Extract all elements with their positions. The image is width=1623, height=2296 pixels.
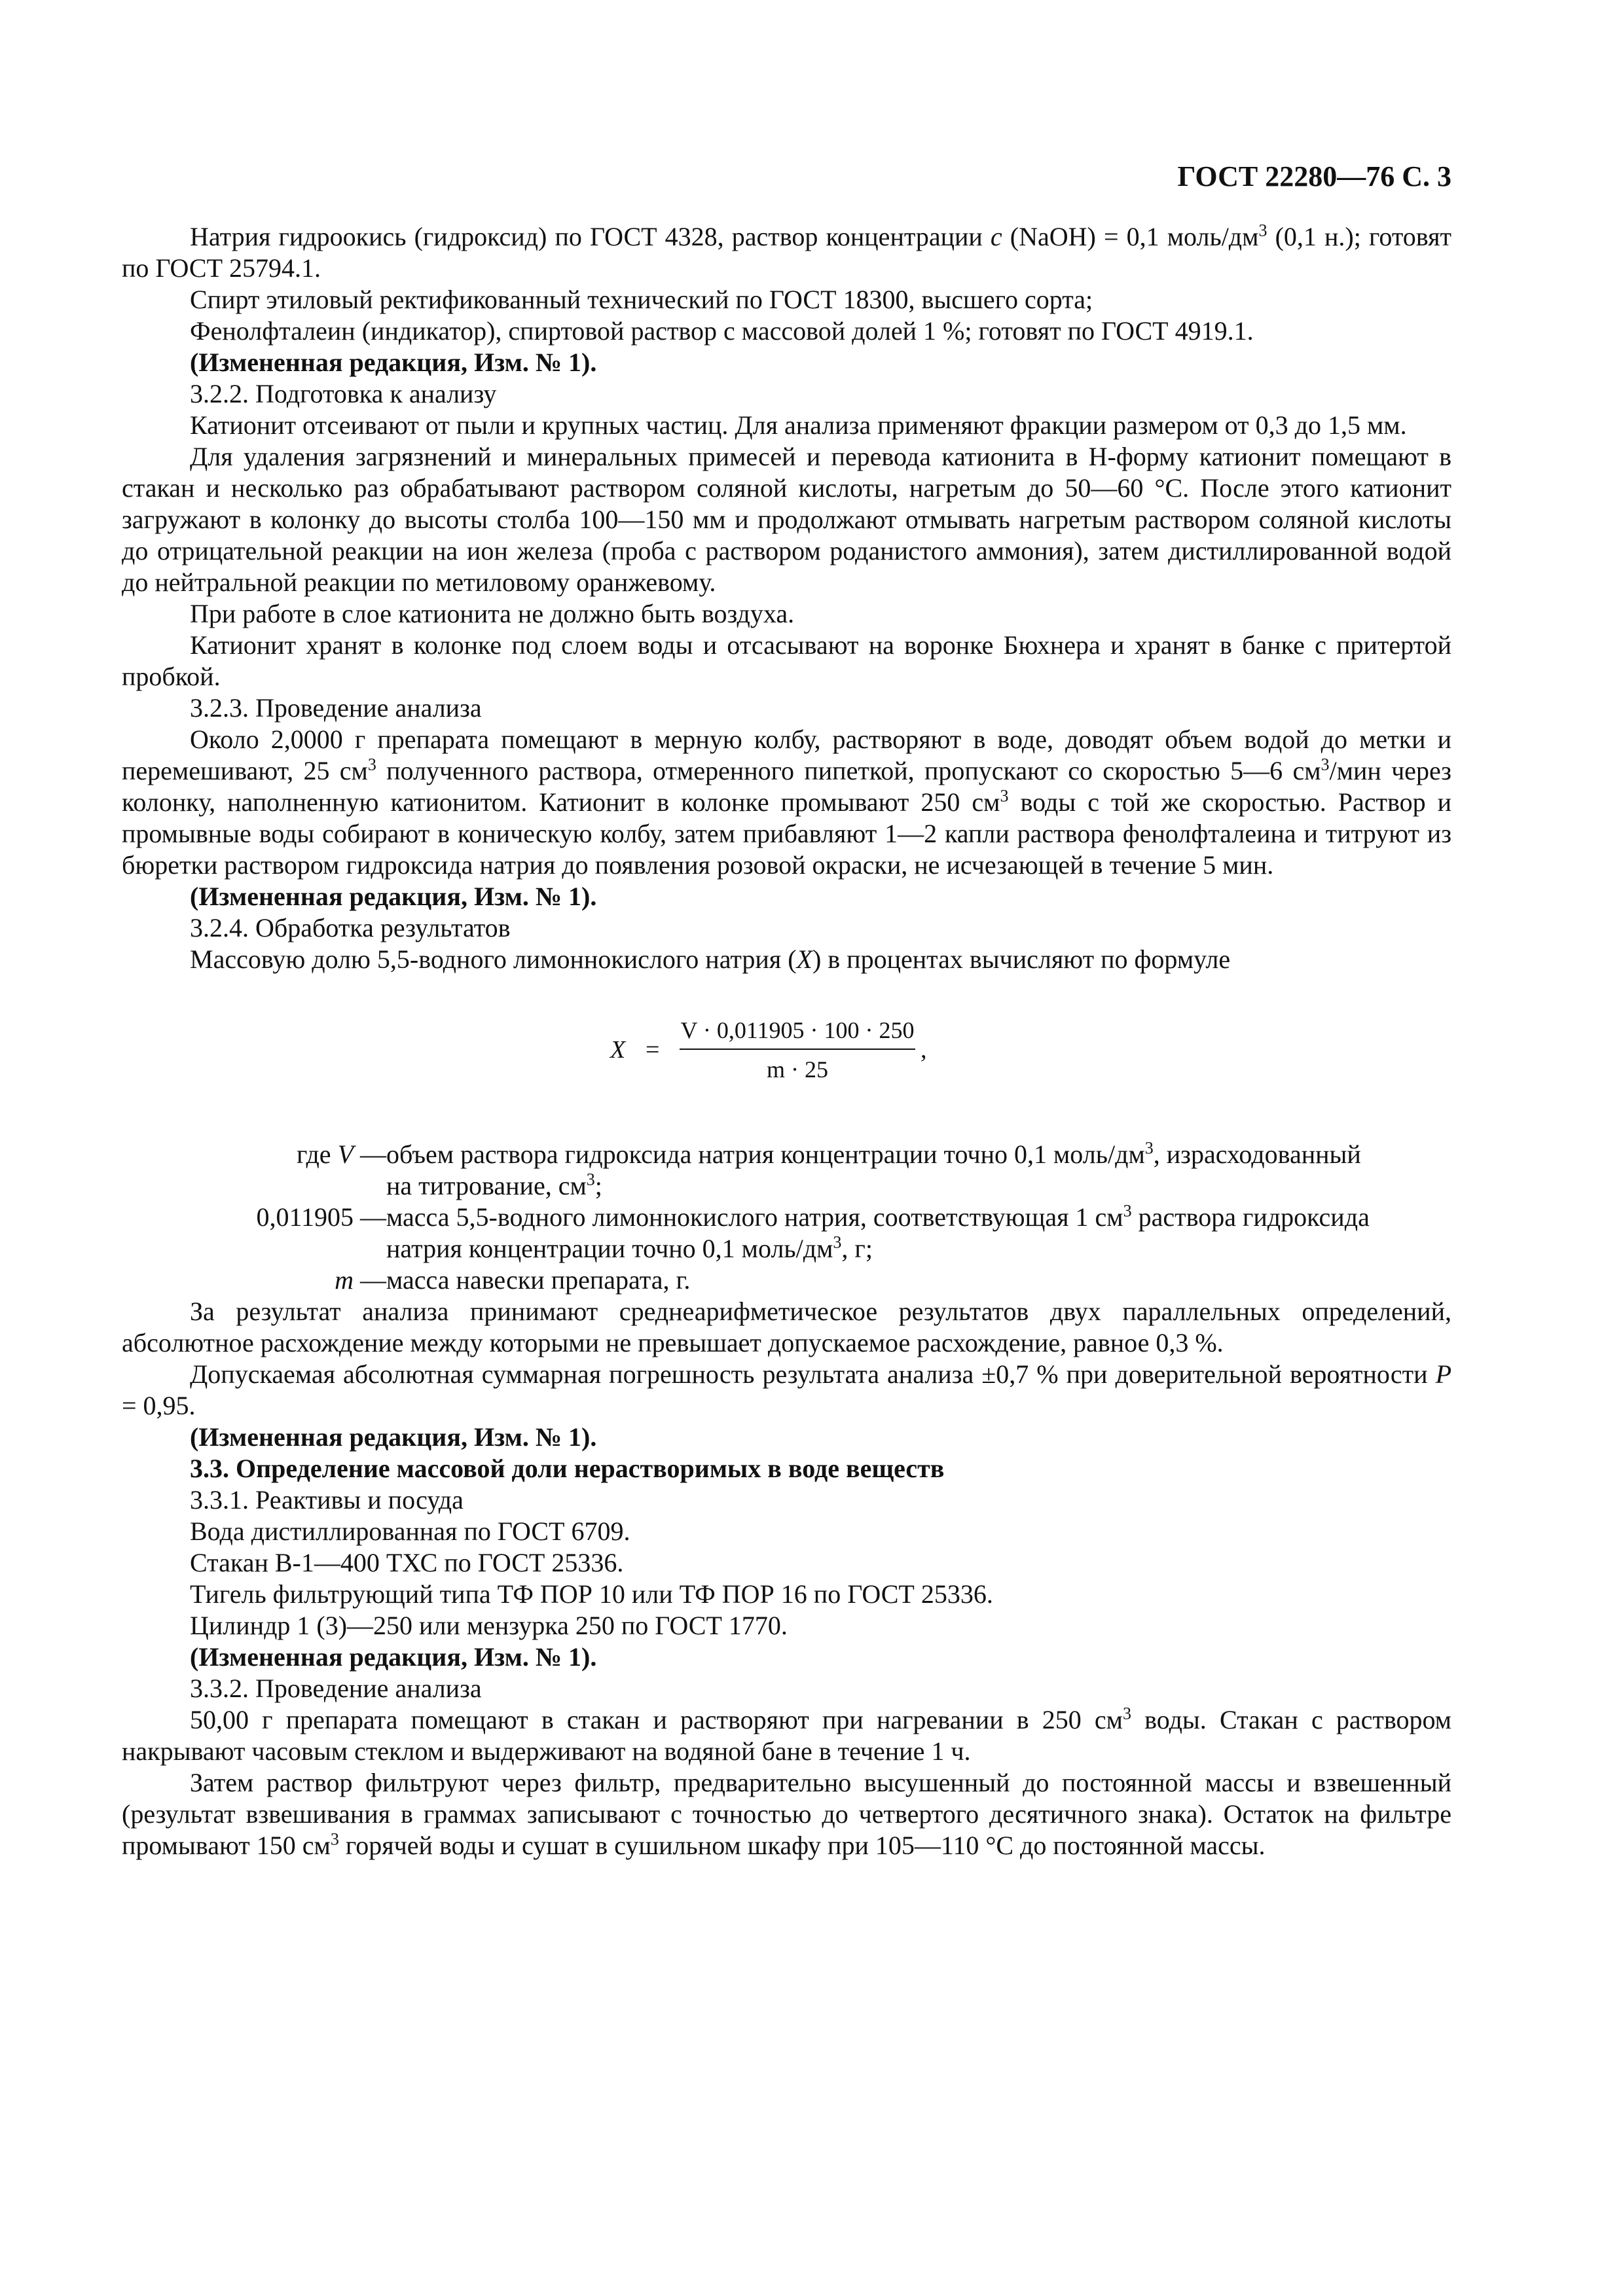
amendment-note: (Измененная редакция, Изм. № 1). xyxy=(190,1422,597,1452)
section-heading-3-3-1: 3.3.1. Реактивы и посуда xyxy=(190,1485,464,1515)
reagent-item: Тигель фильтрующий типа ТФ ПОР 10 или ТФ ПОР 16 по ГОСТ 25336. xyxy=(190,1579,993,1609)
definition-constant: 0,011905 — масса 5,5-водного лимоннокислого натрия, соответствующая 1 $см^3$ раствора гидроксида натрия концентрации точно 0,1 моль/$дм^3$, г; xyxy=(256,1201,1370,1263)
paragraph-dissolve: 50,00 г препарата помещают в стакан и растворяют при нагревании в 250 $см^3$ воды. Стакан с раствором накрывают часовым стеклом и выдерживают на водяной бане в течение 1 ч. xyxy=(122,1704,1451,1766)
paragraph-formula-intro: Массовую долю 5,5-водного лимоннокислого натрия (X) в процентах вычисляют по формуле xyxy=(190,944,1231,974)
section-heading-3-3-2: 3.3.2. Проведение анализа xyxy=(190,1674,482,1703)
paragraph-no-air: При работе в слое катионита не должно быть воздуха. xyxy=(190,599,795,628)
mass-fraction-formula xyxy=(122,995,1451,1132)
fraction-bar xyxy=(680,1049,915,1050)
formula-denominator: m · 25 xyxy=(767,1056,828,1083)
section-heading-3-2-2: 3.2.2. Подготовка к анализу xyxy=(190,379,497,408)
definition-m: m — масса навески препарата, г. xyxy=(335,1265,691,1295)
paragraph-sieving: Катионит отсеивают от пыли и крупных частиц. Для анализа применяют фракции размером от 0,3 до 1,5 мм. xyxy=(190,410,1407,440)
paragraph-phenolphthalein: Фенолфталеин (индикатор), спиртовой раствор с массовой долей 1 %; готовят по ГОСТ 4919.1. xyxy=(190,316,1254,346)
paragraph-spirit: Спирт этиловый ректификованный технический по ГОСТ 18300, высшего сорта; xyxy=(190,285,1093,314)
section-heading-3-3: 3.3. Определение массовой доли нерастворимых в воде веществ xyxy=(190,1454,945,1483)
paragraph-error: Допускаемая абсолютная суммарная погрешность результата анализа ±0,7 % при доверительной вероятности P = 0,95. xyxy=(122,1359,1451,1420)
amendment-note: (Измененная редакция, Изм. № 1). xyxy=(190,1642,597,1672)
formula-comma: , xyxy=(921,1036,927,1064)
paragraph-filter: Затем раствор фильтруют через фильтр, предварительно высушенный до постоянной массы и взвешенный (результат взвешивания в граммах записывают с точностью до четвертого десятичного знака). Остаток на фильтре промывают 150 $см^3$ горячей воды и сушат в сушильном шкафу при 105—110 °С до постоянной массы. xyxy=(122,1768,1451,1860)
document-body xyxy=(122,221,1451,1861)
paragraph-naoh: Натрия гидроокись (гидроксид) по ГОСТ 4328, раствор концентрации c (NaOH) = 0,1 моль/$дм^3$ (0,1 н.); готовят по ГОСТ 25794.1. xyxy=(122,221,1452,283)
reagent-item: Вода дистиллированная по ГОСТ 6709. xyxy=(190,1516,630,1546)
amendment-note: (Измененная редакция, Изм. № 1). xyxy=(190,348,597,377)
reagent-item: Цилиндр 1 (3)—250 или мензурка 250 по ГОСТ 1770. xyxy=(190,1611,788,1640)
section-heading-3-2-4: 3.2.4. Обработка результатов xyxy=(190,913,511,942)
formula-numerator: V · 0,011905 · 100 · 250 xyxy=(680,1017,915,1043)
paragraph-storage: Катионит хранят в колонке под слоем воды и отсасывают на воронке Бюхнера и хранят в банке с притертой пробкой. xyxy=(122,630,1451,691)
definition-v: где V — объем раствора гидроксида натрия концентрации точно 0,1 моль/$дм^3$, израсходованный на титрование, $см^3$; xyxy=(297,1138,1361,1200)
formula-lhs: X xyxy=(610,1036,626,1064)
paragraph-result: За результат анализа принимают среднеарифметическое результатов двух параллельных определений, абсолютное расхождение между которыми не превышает допускаемое расхождение, равное 0,3 %. xyxy=(122,1297,1451,1357)
formula-equals: = xyxy=(646,1036,660,1064)
page-header: ГОСТ 22280—76 С. 3 xyxy=(1177,160,1451,192)
paragraph-cleaning: Для удаления загрязнений и минеральных примесей и перевода катионита в Н-форму катионит помещают в стакан и несколько раз обрабатывают раствором соляной кислоты, нагретым до 50—60 °С. После этого катионит загружают в колонку до высоты столба 100—150 мм и продолжают отмывать нагретым раствором соляной кислоты до отрицательной реакции на ион железа (проба с раствором роданистого аммония), затем дистиллированной водой до нейтральной реакции по метиловому оранжевому. xyxy=(122,442,1451,597)
paragraph-procedure: Около 2,0000 г препарата помещают в мерную колбу, растворяют в воде, доводят объем водой до метки и перемешивают, 25 $см^3$ полученного раствора, отмеренного пипеткой, пропускают со скоростью 5—6 $см^3$/мин через колонку, наполненную катионитом. Катионит в колонке промывают 250 $см^3$ воды с той же скоростью. Раствор и промывные воды собирают в коническую колбу, затем прибавляют 1—2 капли раствора фенолфталеина и титруют из бюретки раствором гидроксида натрия до появления розовой окраски, не исчезающей в течение 5 мин. xyxy=(122,725,1452,880)
amendment-note: (Измененная редакция, Изм. № 1). xyxy=(190,882,597,911)
section-heading-3-2-3: 3.2.3. Проведение анализа xyxy=(190,693,482,723)
reagent-item: Стакан В-1—400 ТХС по ГОСТ 25336. xyxy=(190,1548,624,1577)
